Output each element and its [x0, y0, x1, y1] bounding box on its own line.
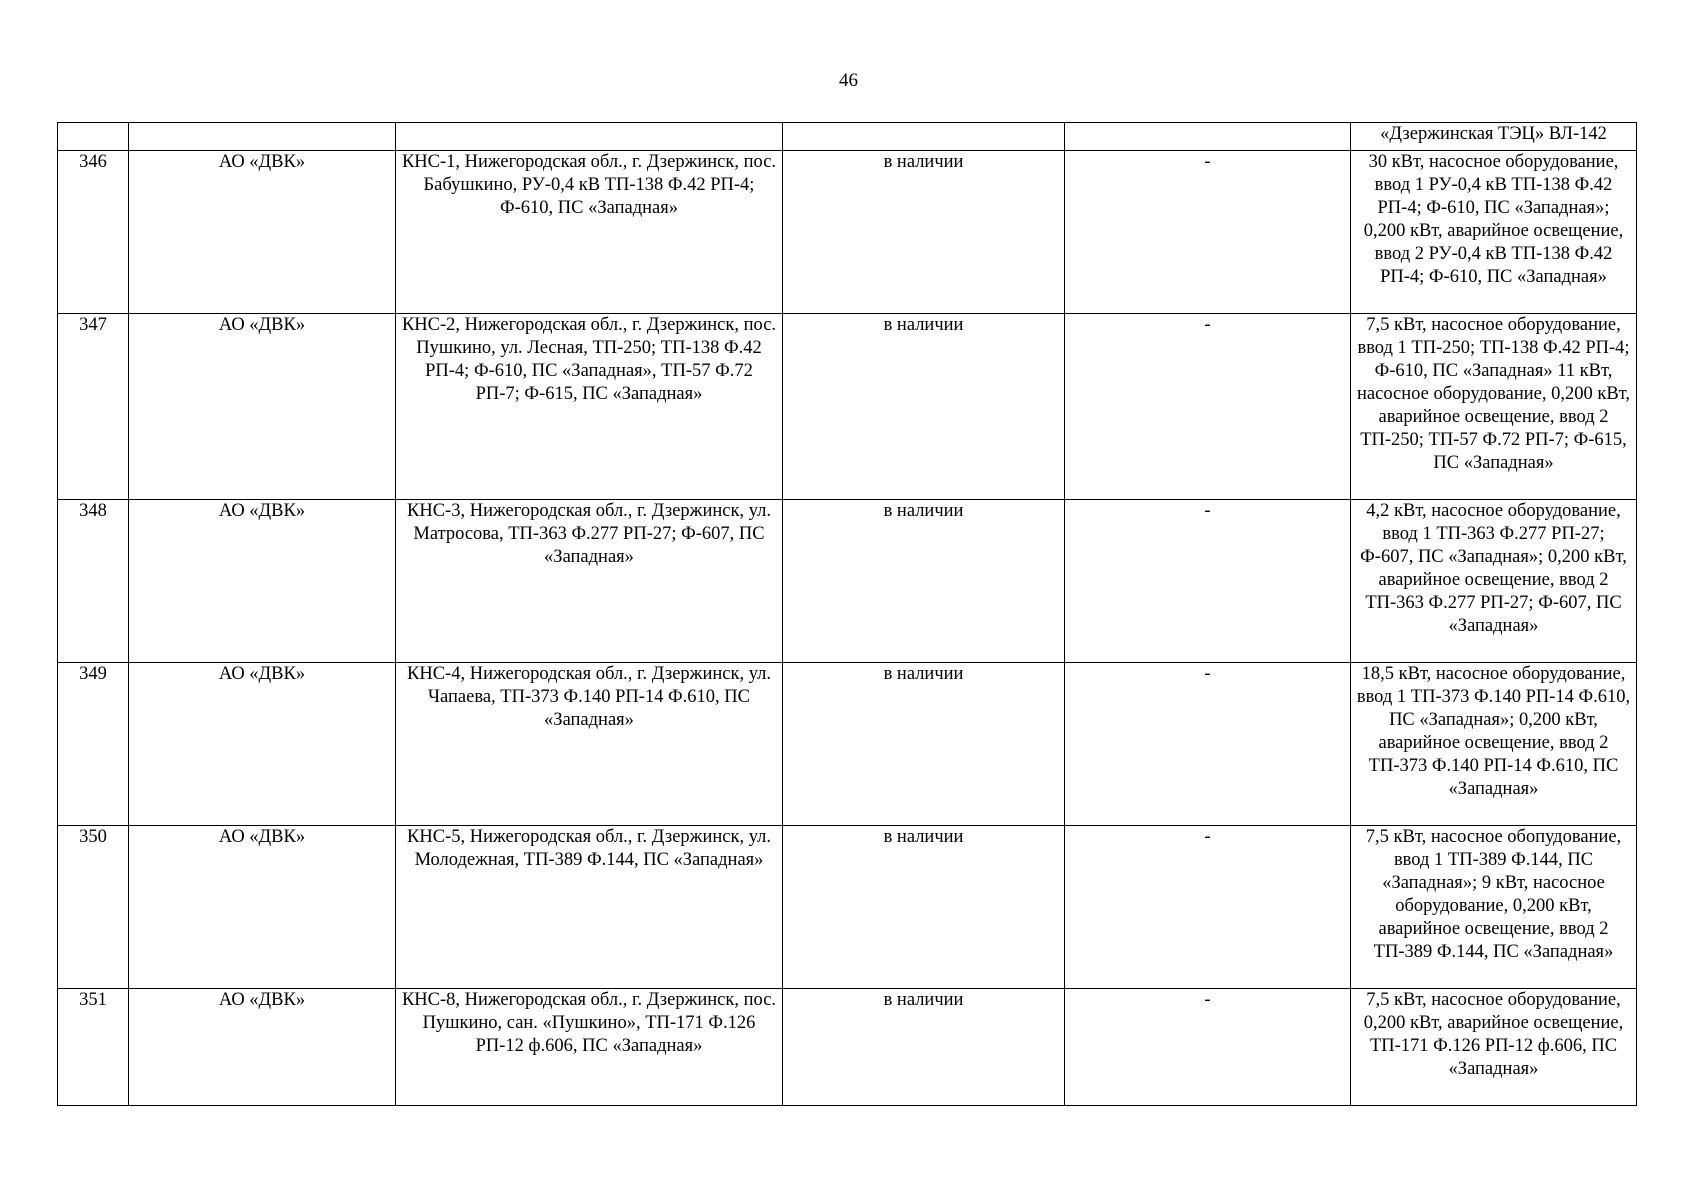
- cell-num: 349: [58, 663, 129, 826]
- cell-org: АО «ДВК»: [129, 151, 396, 314]
- cell-object: КНС-5, Нижегородская обл., г. Дзержинск, ул. Молодежная, ТП-389 Ф.144, ПС «Западная»: [396, 826, 783, 989]
- table-row: [58, 314, 1637, 500]
- table-row: [58, 663, 1637, 826]
- cell-num: 346: [58, 151, 129, 314]
- cell-org: АО «ДВК»: [129, 663, 396, 826]
- cell-status: в наличии: [783, 151, 1065, 314]
- cell-status: в наличии: [783, 989, 1065, 1106]
- cell-num: 347: [58, 314, 129, 500]
- cell-object: КНС-4, Нижегородская обл., г. Дзержинск, ул. Чапаева, ТП-373 Ф.140 РП-14 Ф.610, ПС «Западная»: [396, 663, 783, 826]
- cell-object: КНС-2, Нижегородская обл., г. Дзержинск, пос. Пушкино, ул. Лесная, ТП-250; ТП-138 Ф.42 РП-4; Ф-610, ПС «Западная», ТП-57 Ф.72 РП-7; Ф-615, ПС «Западная»: [396, 314, 783, 500]
- cell-org: АО «ДВК»: [129, 314, 396, 500]
- cell-num: 351: [58, 989, 129, 1106]
- cell-status: в наличии: [783, 663, 1065, 826]
- cell-dash: -: [1065, 989, 1351, 1106]
- cell-details: 7,5 кВт, насосное оборудование, 0,200 кВт, аварийное освещение, ТП-171 Ф.126 РП-12 ф.606, ПС «Западная»: [1351, 989, 1637, 1106]
- cell-org: АО «ДВК»: [129, 989, 396, 1106]
- cell-num: 348: [58, 500, 129, 663]
- table-row-continuation: [58, 123, 1637, 151]
- table-row: [58, 151, 1637, 314]
- cell-status: в наличии: [783, 314, 1065, 500]
- table-row: [58, 500, 1637, 663]
- cell-details: 7,5 кВт, насосное обопудование, ввод 1 ТП-389 Ф.144, ПС «Западная»; 9 кВт, насосное оборудование, 0,200 кВт, аварийное освещение, ввод 2 ТП-389 Ф.144, ПС «Западная»: [1351, 826, 1637, 989]
- cell-dash: -: [1065, 826, 1351, 989]
- table-row: [58, 989, 1637, 1106]
- cell-status: в наличии: [783, 500, 1065, 663]
- cell-details: 30 кВт, насосное оборудование, ввод 1 РУ-0,4 кВ ТП-138 Ф.42 РП-4; Ф-610, ПС «Западная»; 0,200 кВт, аварийное освещение, ввод 2 РУ-0,4 кВ ТП-138 Ф.42 РП-4; Ф-610, ПС «Западная»: [1351, 151, 1637, 314]
- cell-dash: -: [1065, 151, 1351, 314]
- cell-object: КНС-1, Нижегородская обл., г. Дзержинск, пос. Бабушкино, РУ-0,4 кВ ТП-138 Ф.42 РП-4; Ф-610, ПС «Западная»: [396, 151, 783, 314]
- cell-object: [396, 123, 783, 151]
- cell-details: «Дзержинская ТЭЦ» ВЛ-142: [1351, 123, 1637, 151]
- cell-num: 350: [58, 826, 129, 989]
- cell-dash: [1065, 123, 1351, 151]
- cell-dash: -: [1065, 314, 1351, 500]
- cell-org: АО «ДВК»: [129, 500, 396, 663]
- cell-status: в наличии: [783, 826, 1065, 989]
- cell-details: 18,5 кВт, насосное оборудование, ввод 1 ТП-373 Ф.140 РП-14 Ф.610, ПС «Западная»; 0,200 кВт, аварийное освещение, ввод 2 ТП-373 Ф.140 РП-14 Ф.610, ПС «Западная»: [1351, 663, 1637, 826]
- cell-org: [129, 123, 396, 151]
- cell-details: 4,2 кВт, насосное оборудование, ввод 1 ТП-363 Ф.277 РП-27; Ф-607, ПС «Западная»; 0,200 кВт, аварийное освещение, ввод 2 ТП-363 Ф.277 РП-27; Ф-607, ПС «Западная»: [1351, 500, 1637, 663]
- cell-object: КНС-8, Нижегородская обл., г. Дзержинск, пос. Пушкино, сан. «Пушкино», ТП-171 Ф.126 РП-12 ф.606, ПС «Западная»: [396, 989, 783, 1106]
- facilities-table: [57, 122, 1637, 1106]
- cell-num: [58, 123, 129, 151]
- page-number: 46: [839, 70, 858, 91]
- cell-dash: -: [1065, 500, 1351, 663]
- table-row: [58, 826, 1637, 989]
- cell-object: КНС-3, Нижегородская обл., г. Дзержинск, ул. Матросова, ТП-363 Ф.277 РП-27; Ф-607, ПС «Западная»: [396, 500, 783, 663]
- cell-org: АО «ДВК»: [129, 826, 396, 989]
- cell-details: 7,5 кВт, насосное оборудование, ввод 1 ТП-250; ТП-138 Ф.42 РП-4; Ф-610, ПС «Западная» 11 кВт, насосное оборудование, 0,200 кВт, аварийное освещение, ввод 2 ТП-250; ТП-57 Ф.72 РП-7; Ф-615, ПС «Западная»: [1351, 314, 1637, 500]
- cell-status: [783, 123, 1065, 151]
- cell-dash: -: [1065, 663, 1351, 826]
